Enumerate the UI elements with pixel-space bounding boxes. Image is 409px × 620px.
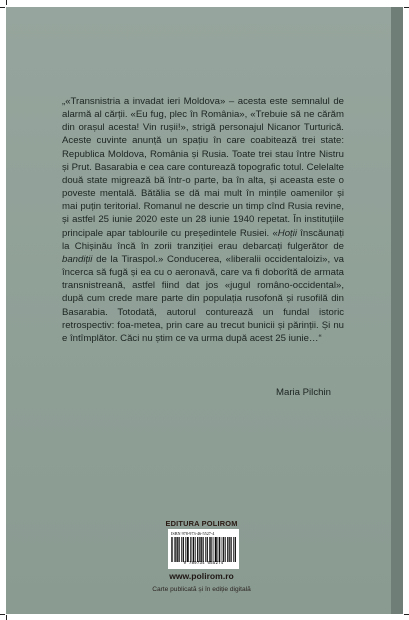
crop-mark	[0, 614, 5, 615]
crop-mark	[6, 0, 7, 5]
blurb-line: de la Tiraspol.»	[92, 253, 164, 265]
blurb-line: mințile oamenilor și mai puțin teritorial. Romanul ne descrie un	[62, 188, 345, 213]
blurb-text	[62, 95, 344, 345]
barcode-icon	[171, 537, 236, 562]
blurb-italic-word: bandiții	[62, 253, 93, 265]
isbn-label: ISBN 978-973-46-5527-4	[171, 531, 215, 536]
digital-edition-note: Carte publicată și în ediție digitală	[152, 586, 251, 593]
blurb-line: Conducerea, «liberalii occidentaloizi», va încerca să fugă și ea	[62, 253, 344, 279]
blurb-line: Căci nu știm ce va urma după acest 25 iunie…“	[120, 332, 322, 344]
blurb-line: Totodată, autorul conturează un fundal istoric retrospectiv: foa-	[62, 306, 344, 331]
barcode-number: 9 789734 655274	[183, 562, 224, 566]
blurb-line: trei state: Republica Moldova, România și Rusia. Toate trei stau	[62, 135, 344, 160]
blurb-line: între Nistru și Prut. Basarabia e cea care conturează topografic	[62, 148, 345, 173]
quote-author: Maria Pilchin	[276, 387, 331, 398]
blurb-line: astfel fiind dat jos «jugul româno-occidental», după cum crede	[62, 280, 344, 305]
blurb-line: metea, prin care au trecut bunicii și părinții. Și nu e întîmplător.	[62, 319, 344, 344]
crop-mark	[404, 7, 409, 8]
blurb-line: aceasta este o poveste mentală. Bătălia se dă mai mult în	[62, 174, 344, 200]
crop-mark	[0, 7, 5, 8]
publisher-name: EDITURA POLIROM	[165, 519, 238, 528]
publisher-website: www.polirom.ro	[169, 571, 234, 581]
blurb-line: mare parte din populația rusofonă și rusofilă din Basarabia.	[62, 293, 345, 318]
blurb-line: Turturică. Aceste cuvinte anunță un spațiu în care coabitează	[62, 122, 344, 147]
blurb-line: 1940 repetat. În instituțiile principale apar tablourile cu pre	[62, 214, 344, 239]
isbn-barcode	[168, 529, 239, 569]
blurb-italic-word: Hoții	[277, 227, 297, 239]
blurb-line: de alarmă al cărții. «Eu fug, plec în România», «Trebuie să ne	[62, 96, 345, 121]
blurb-line: totul. Celelalte două state migrează bă într-o parte, ba în alta, și	[62, 161, 344, 186]
blurb-line: cărăm din orașul acesta! Vin rușii!», strigă personajul Nicanor	[62, 109, 344, 134]
blurb-line: cu o aeronavă, care va fi doborîtă de armata transnistreană,	[62, 267, 345, 292]
blurb-line: ției erau debarcați fulgerător de	[200, 240, 345, 252]
crop-mark	[6, 615, 7, 620]
blurb-line: ședintele Rusiei. «	[198, 227, 278, 239]
blurb-line: înscăunați la Chișinău încă în zorii tranzi	[62, 227, 344, 252]
blurb-line: „«Transnistria a invadat ieri Moldova» – acesta este semnalul	[62, 96, 330, 107]
blurb-line: timp cînd Rusia revine, și astfel 25 iunie 2020 este un 28 iunie	[62, 201, 344, 226]
crop-mark	[404, 614, 409, 615]
